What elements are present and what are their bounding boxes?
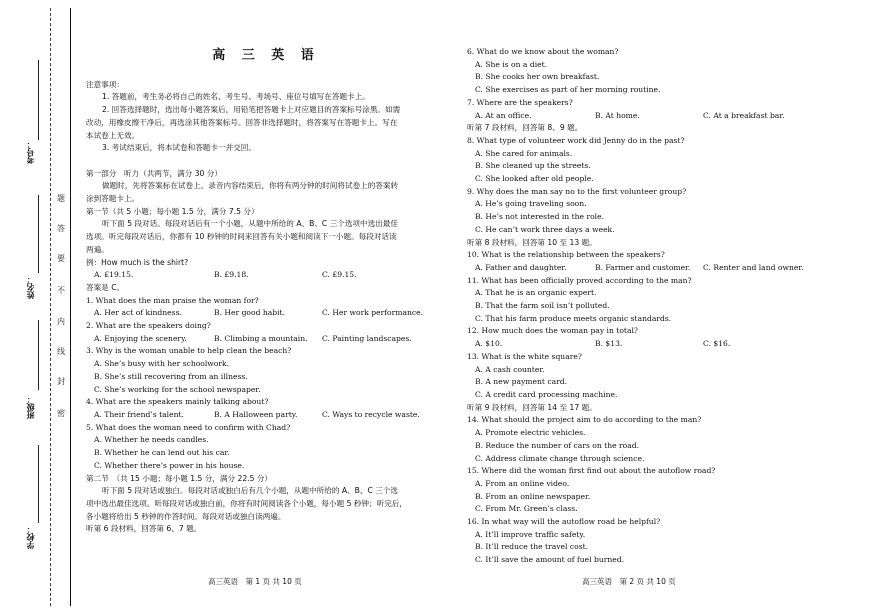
text-line: 听第 9 段材料，回答第 14 至 17 题。 [467,402,597,412]
text-line: 6. What do we know about the woman? [467,47,619,56]
text-line: 两遍。 [86,244,109,254]
text-line: 13. What is the white square? [467,351,582,361]
text-line: 涂到答题卡上。 [86,194,140,204]
seal-dashed-line [50,8,51,606]
text-line: 10. What is the relationship between the speakers? [467,250,665,260]
text-line: A. He’s going traveling soon. [475,199,587,209]
text-line: 9. Why does the man say no to the first volunteer group? [467,186,687,196]
text-line: A. She cared for animals. [475,148,573,158]
student-info-write-line[interactable] [38,60,39,140]
student-info-label: 考号： [26,140,35,164]
text-line: C. She exercises as part of her morning routine. [475,85,661,95]
answer-option: A. Her act of kindness. [94,308,182,318]
page-2-column [467,0,822,567]
text-line: 听下面 5 段对话。每段对话后有一个小题，从题中所给的 A、B、C 三个选项中选出最佳 [102,219,398,229]
text-line: 8. What type of volunteer work did Jenny do in the past? [467,135,685,145]
answer-option: B. Her good habit. [214,308,286,318]
text-line: B. He’s not interested in the role. [475,212,605,222]
answer-option: A. £19.15. [94,270,134,280]
text-line: 听下面 5 段对话或独白。每段对话或独白后有几个小题，从题中所给的 A、B、C 三个选 [102,486,398,496]
text-line: 7. Where are the speakers? [467,97,573,107]
text-line: A. A cash counter. [475,364,545,374]
text-line: 听第 8 段材料，回答第 10 至 13 题。 [467,237,597,247]
text-line: 第一节（共 5 小题；每小题 1.5 分，满分 7.5 分） [86,206,259,216]
answer-option: C. $16. [703,339,731,349]
seal-line-char: 要 [57,254,65,263]
text-line: 做题时，先将答案标在试卷上。录音内容结束后，你将有两分钟的时间将试卷上的答案转 [102,181,399,191]
text-line: A. She’s busy with her schoolwork. [94,359,230,369]
text-line: A. Whether he needs candles. [94,435,209,445]
answer-option: B. At home. [595,110,640,120]
answer-option: C. Renter and land owner. [703,262,804,272]
text-line: 1. 答题前，考生务必将自己的姓名、考生号、考场号、座位号填写在答题卡上。 [102,92,370,102]
text-line: 注意事项： [86,79,124,89]
text-line: 本试卷上无效。 [86,130,140,140]
text-line: C. A credit card processing machine. [475,389,618,399]
text-line: 听第 6 段材料，回答第 6、7 题。 [86,524,202,534]
seal-line-char: 封 [57,377,65,386]
answer-option: B. Climbing a mountain. [214,333,308,343]
text-line: 答案是 C。 [86,282,125,292]
text-line: B. She cleaned up the streets. [475,161,591,171]
text-line: 项中选出最佳选项。听每段对话或独白前，你将有时间阅读各个小题，每小题 5 秒钟；听完后， [86,498,407,508]
student-info-label: 班级： [26,395,35,419]
page-2-footer: 高三英语 第 2 页 共 10 页 [582,577,676,586]
seal-line-char: 题 [57,194,65,203]
text-line: 第二节 （共 15 小题；每小题 1.5 分，满分 22.5 分） [86,473,273,483]
answer-options-row [86,409,446,422]
student-info-write-line[interactable] [38,320,39,390]
text-line: B. From an online newspaper. [475,491,591,501]
text-line: A. It’ll improve traffic safety. [475,529,586,539]
answer-options-row [86,307,446,320]
text-line: 11. What has been officially proved according to the man? [467,275,692,285]
text-line: B. A new payment card. [475,377,568,387]
text-line: A. She is on a diet. [475,59,548,69]
text-line: 3. Why is the woman unable to help clean the beach? [86,346,292,356]
text-line: C. Whether there’s power in his house. [94,460,245,470]
answer-option: B. $13. [595,339,623,349]
text-line: 3. 考试结束后，将本试卷和答题卡一并交回。 [102,143,256,153]
text-line: B. She’s still recovering from an illness. [94,371,248,381]
answer-option: B. Farmer and customer. [595,262,691,272]
text-line: 2. 回答选择题时，选出每小题答案后，用铅笔把答题卡上对应题目的答案标号涂黑。如需 [102,105,401,115]
text-line: A. That he is an organic expert. [475,288,597,298]
student-info-write-line[interactable] [38,195,39,273]
text-line: 各小题将给出 5 秒钟的作答时间。每段对话或独白读两遍。 [86,511,286,521]
text-line: 1. What does the man praise the woman for? [86,295,259,305]
text-line: C. Address climate change through science. [475,453,645,463]
text-line [86,155,446,168]
text-line: C. She’s working for the school newspaper. [94,384,261,394]
text-line: A. Promote electric vehicles. [475,428,586,438]
text-line: C. It’ll save the amount of fuel burned. [475,555,624,565]
answer-option: C. Painting landscapes. [322,333,412,343]
text-line: 12. How much does the woman pay in total? [467,326,638,336]
text-line: C. That his farm produce meets organic standards. [475,313,672,323]
answer-option: A. Father and daughter. [475,262,567,272]
text-line: A. From an online video. [475,478,570,488]
text-line: 4. What are the speakers mainly talking about? [86,397,269,407]
text-line: 16. In what way will the autoflow road be helpful? [467,517,661,527]
answer-option: A. $10. [475,339,503,349]
text-line: 第一部分 听力（共两节，满分 30 分） [86,168,222,178]
text-line: C. She looked after old people. [475,174,594,184]
page-1-column [86,0,446,536]
text-line: B. It’ll reduce the travel cost. [475,542,589,552]
text-line: 14. What should the project aim to do according to the man? [467,415,702,425]
text-line: B. Whether he can lend out his car. [94,448,230,458]
seal-line-char: 线 [57,347,65,356]
text-line: 听第 7 段材料，回答第 8、9 题。 [467,123,583,133]
answer-options-row [467,262,822,275]
text-line: C. From Mr. Green’s class. [475,504,578,514]
margin-solid-line [70,8,71,606]
seal-line-char: 不 [57,286,65,295]
answer-option: A. Enjoying the scenery. [94,333,187,343]
answer-option: C. At a breakfast bar. [703,110,785,120]
text-line: 15. Where did the woman first find out about the autoflow road? [467,466,716,476]
student-info-label: 学校： [26,525,35,549]
page-title: 高 三 英 语 [212,48,320,63]
answer-options-row [467,338,822,351]
answer-option: A. At an office. [475,110,532,120]
answer-option: C. Ways to recycle waste. [322,409,420,419]
answer-option: B. £9.18. [214,270,249,280]
text-line: 5. What does the woman need to confirm with Chad? [86,422,291,432]
answer-option: C. £9.15. [322,270,357,280]
text-line: B. Reduce the number of cars on the road. [475,440,640,450]
seal-line-char: 密 [57,409,65,418]
seal-line-char: 答 [57,224,65,233]
text-line: B. She cooks her own breakfast. [475,72,600,82]
answer-options-row [467,110,822,123]
answer-option: B. A Halloween party. [214,409,298,419]
answer-options-row [86,333,446,346]
student-info-label: 姓名： [26,275,35,299]
answer-option: C. Her work performance. [322,308,424,318]
text-line: 例：How much is the shirt? [86,257,189,267]
seal-line-char: 内 [57,317,65,326]
answer-option: A. Their friend’s talent. [94,409,184,419]
text-line: 改动，用橡皮擦干净后，再选涂其他答案标号。回答非选择题时，将答案写在答题卡上。写在 [86,117,398,127]
answer-options-row [86,269,446,282]
student-info-write-line[interactable] [38,445,39,523]
text-line: 选项。听完每段对话后，你都有 10 秒钟的时间来回答有关小题和阅读下一小题。每段对话读 [86,232,397,242]
binding-margin [0,0,72,615]
text-line: B. That the farm soil isn’t polluted. [475,301,610,311]
page-1-footer: 高三英语 第 1 页 共 10 页 [208,577,302,586]
text-line: C. He can’t work three days a week. [475,224,615,234]
text-line: 2. What are the speakers doing? [86,321,211,331]
